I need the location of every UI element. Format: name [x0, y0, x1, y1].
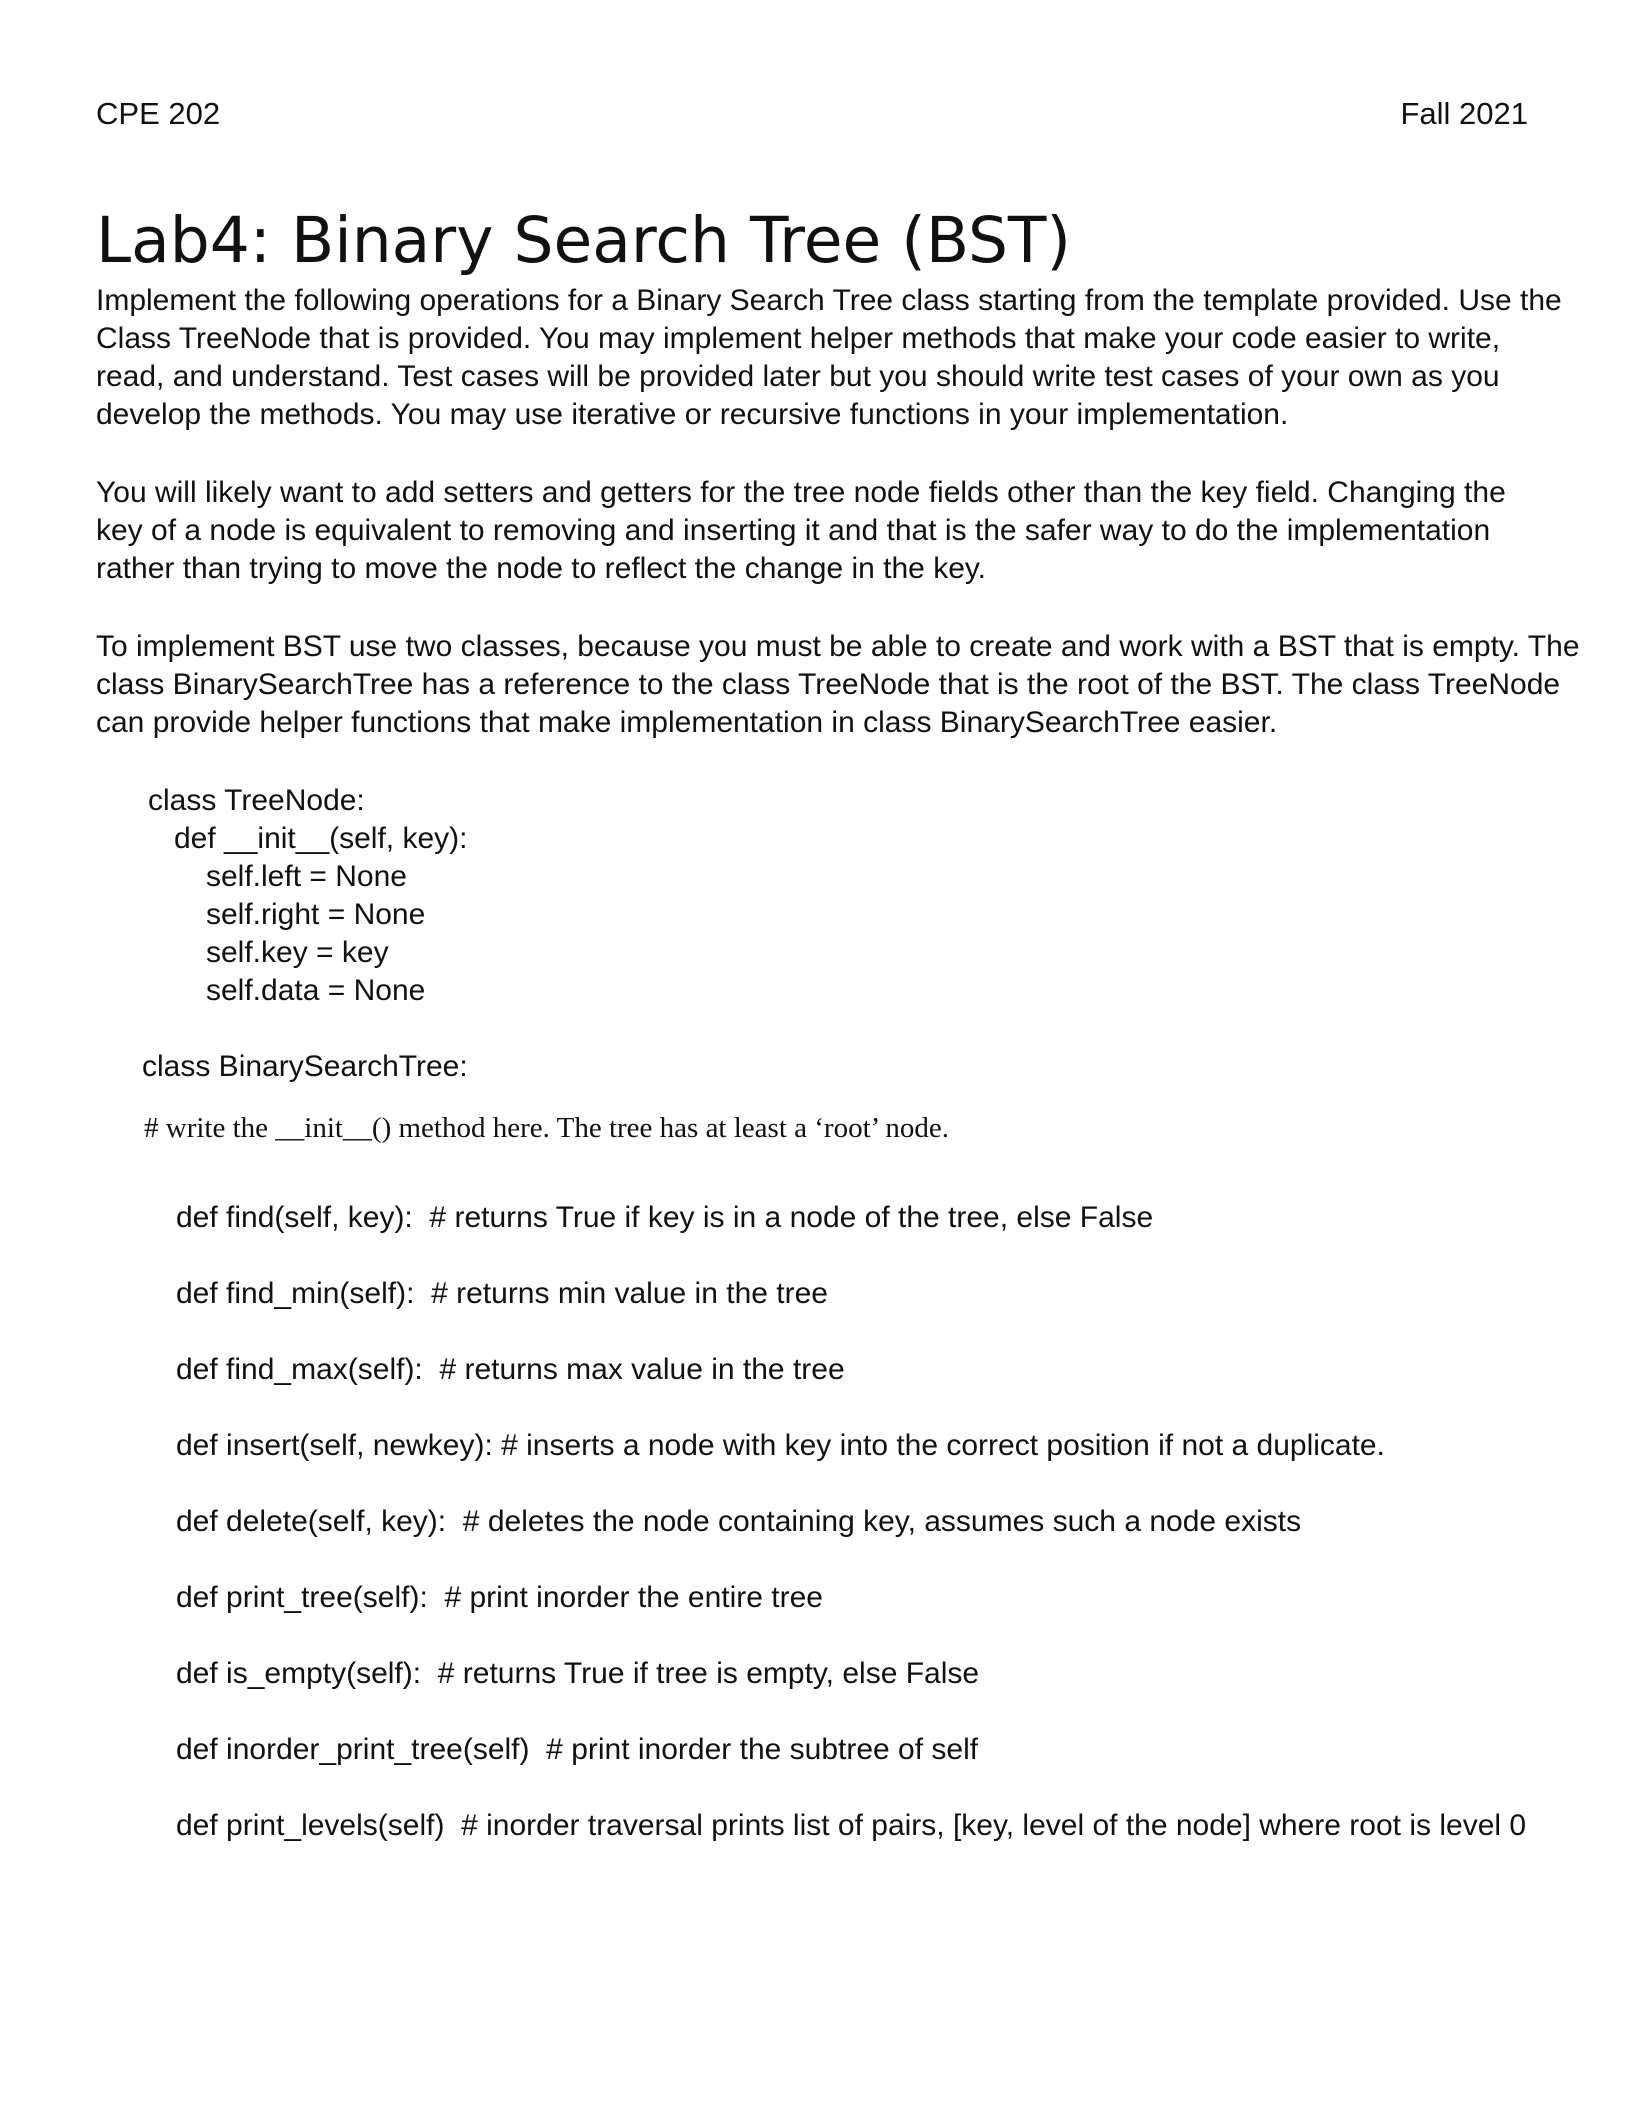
method-find-min: def find_min(self): # returns min value in the tree — [176, 1277, 828, 1310]
term-label: Fall 2021 — [1400, 96, 1528, 131]
setters-paragraph — [96, 474, 1546, 588]
paragraph-line: Class TreeNode that is provided. You may implement helper methods that make your code easier to write, — [96, 322, 1501, 355]
code-line: self.data = None — [206, 974, 426, 1007]
paragraph-line: key of a node is equivalent to removing and inserting it and that is the safer way to do the implementation — [96, 514, 1491, 547]
page-title: Lab4: Binary Search Tree (BST) — [96, 204, 1071, 277]
method-find-max: def find_max(self): # returns max value in the tree — [176, 1353, 845, 1386]
bst-class-line: class BinarySearchTree: — [142, 1050, 468, 1083]
code-line: self.right = None — [206, 898, 426, 931]
code-line: self.left = None — [206, 860, 407, 893]
paragraph-line: Implement the following operations for a Binary Search Tree class starting from the template provided. Use the — [96, 284, 1562, 317]
course-code: CPE 202 — [96, 96, 221, 131]
method-inorder-print-tree: def inorder_print_tree(self) # print inorder the subtree of self — [176, 1733, 979, 1766]
method-find: def find(self, key): # returns True if key is in a node of the tree, else False — [176, 1201, 1154, 1234]
paragraph-line: class BinarySearchTree has a reference to the class TreeNode that is the root of the BST. The class TreeNode — [96, 668, 1561, 701]
method-insert: def insert(self, newkey): # inserts a node with key into the correct position if not a duplicate. — [176, 1429, 1385, 1462]
method-print-tree: def print_tree(self): # print inorder the entire tree — [176, 1581, 823, 1614]
paragraph-line: You will likely want to add setters and getters for the tree node fields other than the key field. Changing the — [96, 476, 1506, 509]
paragraph-line: develop the methods. You may use iterative or recursive functions in your implementation. — [96, 398, 1289, 431]
init-comment: # write the __init__() method here. The tree has at least a ‘root’ node. — [144, 1112, 950, 1144]
method-is-empty: def is_empty(self): # returns True if tree is empty, else False — [176, 1657, 980, 1690]
paragraph-line: read, and understand. Test cases will be provided later but you should write test cases of your own as you — [96, 360, 1500, 393]
paragraph-line: To implement BST use two classes, because you must be able to create and work with a BST that is empty. The — [96, 630, 1580, 663]
classes-paragraph — [96, 628, 1580, 742]
intro-paragraph — [96, 282, 1562, 434]
paragraph-line: rather than trying to move the node to reflect the change in the key. — [96, 552, 986, 585]
paragraph-line: can provide helper functions that make implementation in class BinarySearchTree easier. — [96, 706, 1278, 739]
code-line: self.key = key — [206, 936, 389, 969]
method-print-levels: def print_levels(self) # inorder traversal prints list of pairs, [key, level of the node] where root is level 0 — [176, 1809, 1527, 1842]
treenode-init-line: def __init__(self, key): — [174, 822, 468, 855]
treenode-class-line: class TreeNode: — [148, 784, 365, 817]
method-delete: def delete(self, key): # deletes the node containing key, assumes such a node exists — [176, 1505, 1302, 1538]
